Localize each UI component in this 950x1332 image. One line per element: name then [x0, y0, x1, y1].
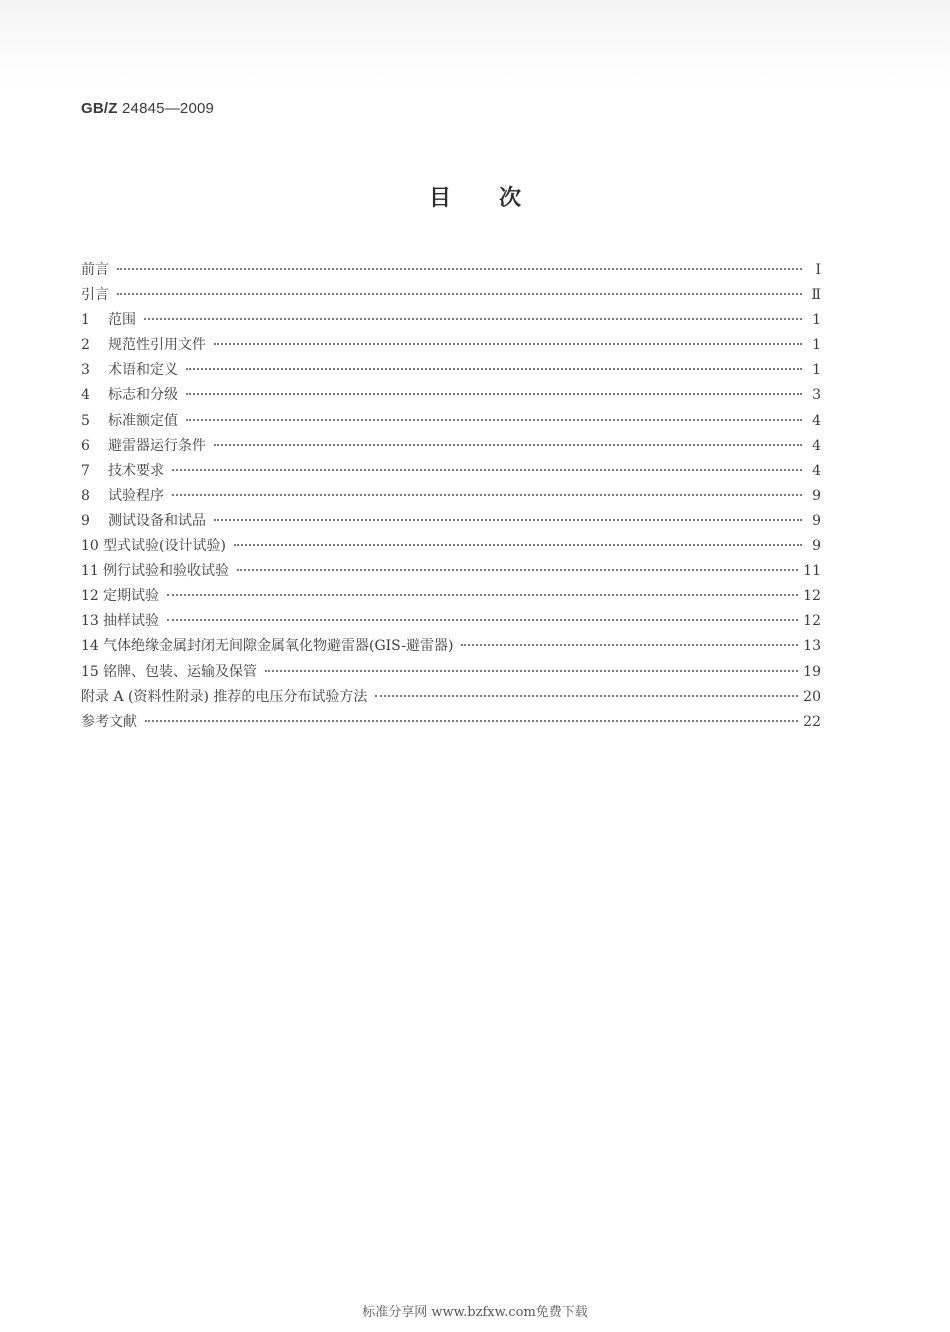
toc-entry-number: 12 [81, 588, 99, 605]
toc-entry-label: 规范性引用文件 [108, 337, 206, 354]
toc-entry-number: 14 [81, 638, 99, 655]
toc-entry-page: 11 [803, 563, 821, 580]
toc-entry-label: 技术要求 [108, 462, 164, 479]
toc-entry-number: 10 [81, 538, 99, 555]
document-id-number: 24845—2009 [122, 100, 215, 117]
toc-entry-page: 20 [803, 688, 821, 705]
toc-entry-number: 7 [81, 462, 90, 479]
document-id-prefix: GB/Z [81, 100, 118, 117]
toc-entry-page: 13 [803, 638, 821, 655]
toc-entry-number: 11 [81, 563, 99, 580]
toc-leader-dots [214, 518, 802, 521]
toc-entry[interactable] [81, 384, 821, 409]
toc-entry-page: 12 [803, 588, 821, 605]
toc-leader-dots [375, 694, 798, 697]
toc-entry-number: 15 [81, 663, 99, 680]
toc-entry-label: 试验程序 [108, 487, 164, 504]
toc-leader-dots [214, 342, 802, 345]
toc-entry-number: 4 [81, 387, 90, 404]
toc-leader-dots [214, 443, 802, 446]
toc-entry-number: 9 [81, 512, 90, 529]
toc-entry[interactable] [81, 661, 821, 686]
toc-entry-page: 1 [812, 337, 821, 354]
toc-entry-page: 12 [803, 613, 821, 630]
toc-leader-dots [265, 669, 798, 672]
toc-entry-label: 避雷器运行条件 [108, 437, 206, 454]
toc-entry-page: Ⅰ [815, 262, 821, 278]
toc-entry-label: 引言 [81, 287, 109, 304]
toc-entry-label: 参考文献 [81, 713, 137, 730]
toc-entry[interactable] [81, 359, 821, 384]
toc-entry[interactable] [81, 686, 821, 711]
toc-entry[interactable] [81, 460, 821, 485]
toc-leader-dots [234, 543, 802, 546]
toc-entry-page: 1 [812, 312, 821, 329]
toc-entry-label: 铭牌、包装、运输及保管 [103, 663, 257, 680]
toc-entry[interactable] [81, 485, 821, 510]
toc-entry[interactable] [81, 284, 821, 309]
toc-entry-number: 1 [81, 312, 90, 329]
toc-entry-number: 5 [81, 412, 90, 429]
toc-entry-label: 前言 [81, 262, 109, 278]
toc-entry[interactable] [81, 510, 821, 535]
toc-entry-number: 3 [81, 362, 90, 379]
toc-leader-dots [144, 317, 802, 320]
toc-leader-dots [117, 292, 802, 295]
toc-leader-dots [117, 267, 802, 270]
toc-entry-label: 型式试验(设计试验) [103, 538, 226, 555]
toc-entry[interactable] [81, 560, 821, 585]
toc-entry-label: 附录 A (资料性附录) 推荐的电压分布试验方法 [81, 688, 368, 705]
toc-entry-page: 9 [812, 538, 821, 555]
toc-leader-dots [145, 719, 798, 722]
toc-entry-label: 测试设备和试品 [108, 512, 206, 529]
toc-entry-page: Ⅱ [811, 287, 821, 304]
toc-entry-label: 标志和分级 [108, 387, 178, 404]
toc-title: 目次 [428, 186, 569, 211]
toc-entry-page: 1 [812, 362, 821, 379]
toc-entry-number: 2 [81, 337, 90, 354]
toc-entry-label: 抽样试验 [103, 613, 159, 630]
toc-entry[interactable] [81, 309, 821, 334]
toc-entry-page: 3 [812, 387, 821, 404]
toc-entry[interactable] [81, 610, 821, 635]
toc-entry-number: 8 [81, 487, 90, 504]
toc-entry[interactable] [81, 635, 821, 660]
toc-leader-dots [186, 392, 802, 395]
toc-entry-label: 气体绝缘金属封闭无间隙金属氧化物避雷器(GIS-避雷器) [103, 638, 454, 655]
document-id [81, 100, 214, 117]
toc-entry[interactable] [81, 410, 821, 435]
toc-leader-dots [172, 493, 802, 496]
toc-leader-dots [167, 618, 798, 621]
toc-entry-page: 22 [803, 713, 821, 730]
toc-leader-dots [237, 568, 798, 571]
toc-leader-dots [461, 643, 798, 646]
toc-entry[interactable] [81, 535, 821, 560]
toc-entry-page: 19 [803, 663, 821, 680]
toc-entry-label: 标准额定值 [108, 412, 178, 429]
toc-entry-number: 13 [81, 613, 99, 630]
toc-entry[interactable] [81, 435, 821, 460]
toc-entry[interactable] [81, 334, 821, 359]
toc-entry-page: 9 [812, 512, 821, 529]
toc-entry[interactable] [81, 711, 821, 736]
table-of-contents [81, 259, 821, 736]
toc-entry-page: 4 [812, 462, 821, 479]
toc-entry[interactable] [81, 259, 821, 284]
toc-entry-label: 例行试验和验收试验 [103, 563, 229, 580]
toc-leader-dots [186, 367, 802, 370]
toc-entry-label: 定期试验 [103, 588, 159, 605]
toc-leader-dots [186, 418, 802, 421]
toc-entry-number: 6 [81, 437, 90, 454]
toc-entry-label: 范围 [108, 312, 136, 329]
toc-leader-dots [167, 593, 798, 596]
toc-leader-dots [172, 468, 802, 471]
toc-entry-label: 术语和定义 [108, 362, 178, 379]
footer-watermark: 标准分享网 www.bzfxw.com免费下载 [362, 1305, 588, 1320]
toc-entry-page: 4 [812, 437, 821, 454]
toc-entry[interactable] [81, 585, 821, 610]
toc-entry-page: 4 [812, 412, 821, 429]
toc-entry-page: 9 [812, 487, 821, 504]
